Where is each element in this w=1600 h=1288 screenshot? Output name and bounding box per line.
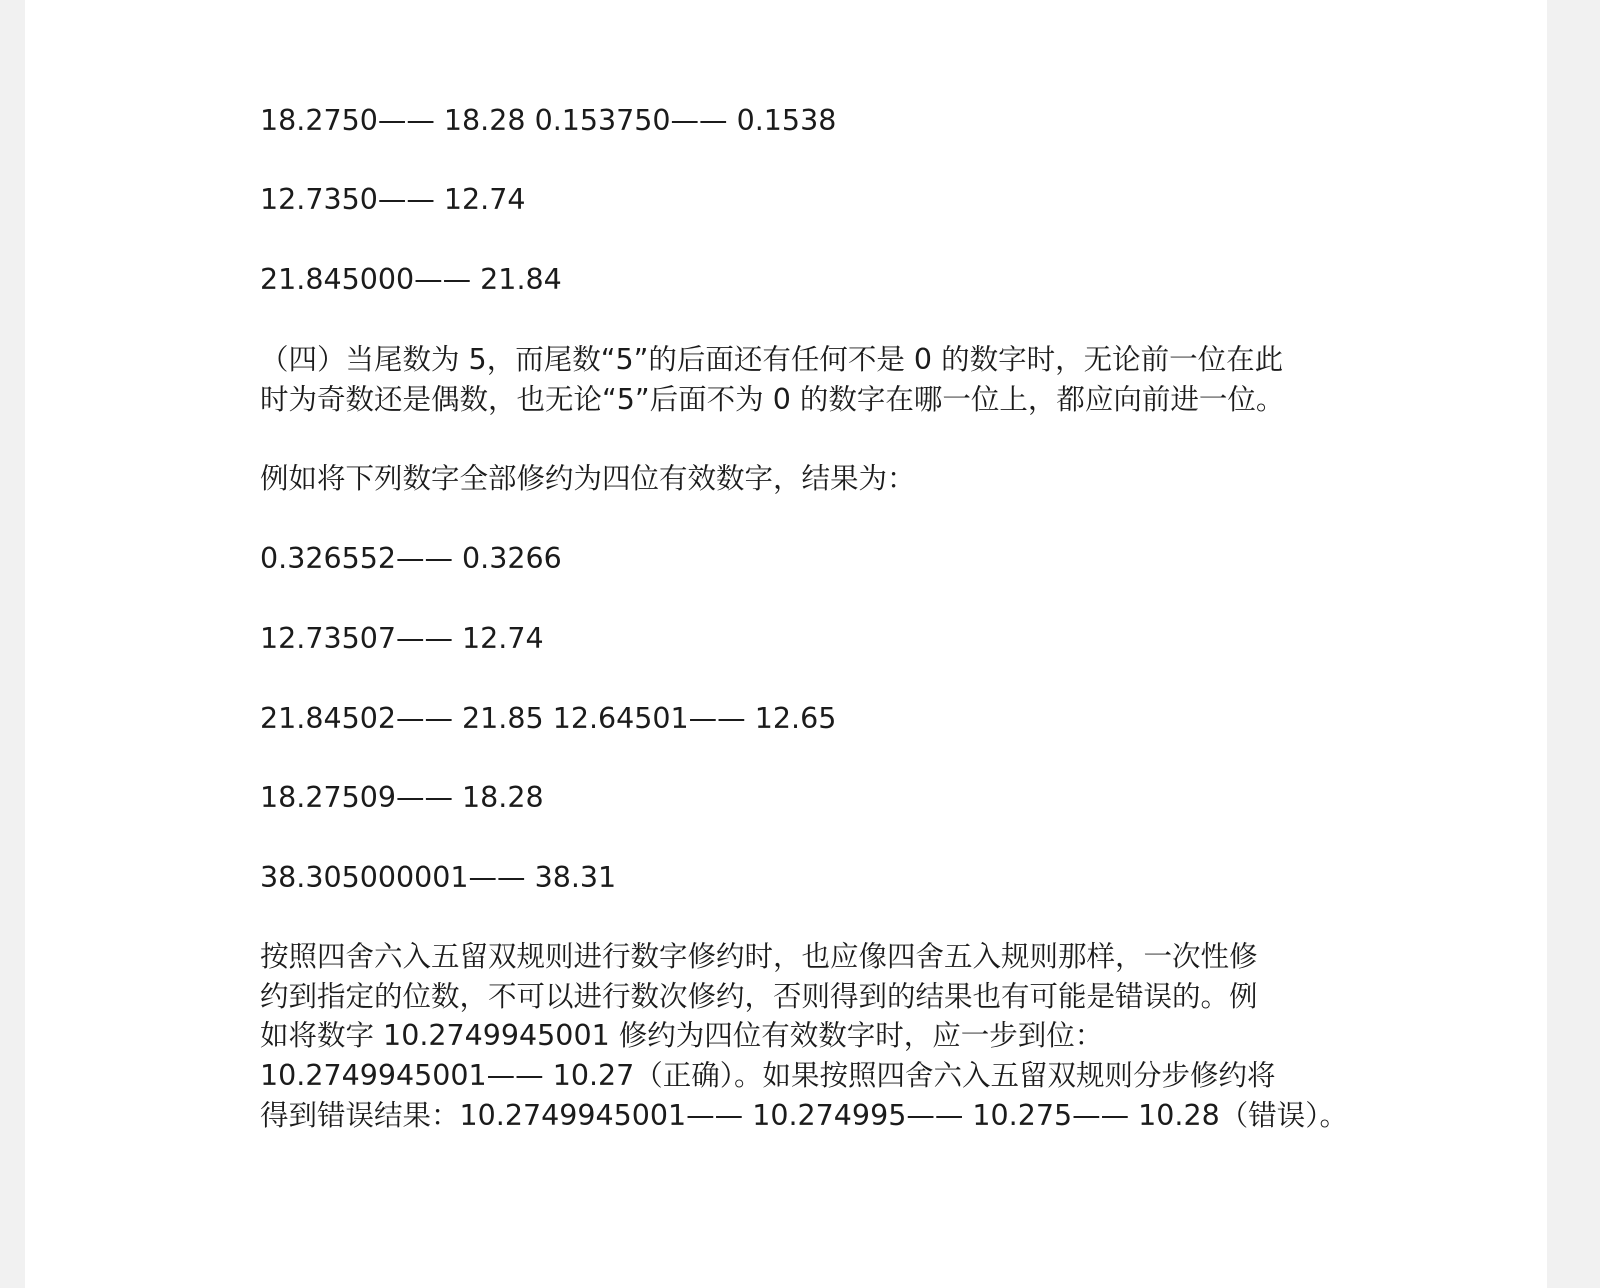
example-line-6: 21.84502—— 21.85 12.64501—— 12.65	[260, 702, 837, 735]
closing-paragraph-line-3: 如将数字 10.2749945001 修约为四位有效数字时，应一步到位：	[260, 1019, 1104, 1052]
rule-four-paragraph-line-1: （四）当尾数为 5，而尾数“5”的后面还有任何不是 0 的数字时，无论前一位在此	[260, 343, 1284, 376]
example-line-5: 12.73507—— 12.74	[260, 622, 544, 655]
example-line-3: 21.845000—— 21.84	[260, 263, 562, 296]
closing-paragraph-line-5: 得到错误结果：10.2749945001—— 10.274995—— 10.275—— 10.28（错误）。	[260, 1099, 1349, 1132]
example-line-8: 38.305000001—— 38.31	[260, 861, 617, 894]
closing-paragraph-line-1: 按照四舍六入五留双规则进行数字修约时，也应像四舍五入规则那样，一次性修	[260, 940, 1258, 973]
rule-four-paragraph-line-2: 时为奇数还是偶数，也无论“5”后面不为 0 的数字在哪一位上，都应向前进一位。	[260, 383, 1285, 416]
example-line-4: 0.326552—— 0.3266	[260, 542, 562, 575]
example-line-2: 12.7350—— 12.74	[260, 183, 526, 216]
example-line-1: 18.2750—— 18.28 0.153750—— 0.1538	[260, 104, 837, 137]
example-intro: 例如将下列数字全部修约为四位有效数字，结果为：	[260, 462, 916, 495]
closing-paragraph-line-4: 10.2749945001—— 10.27（正确）。如果按照四舍六入五留双规则分步修约将	[260, 1059, 1276, 1092]
example-line-7: 18.27509—— 18.28	[260, 781, 544, 814]
closing-paragraph-line-2: 约到指定的位数，不可以进行数次修约，否则得到的结果也有可能是错误的。例	[260, 980, 1258, 1013]
document-page	[25, 0, 1547, 1288]
